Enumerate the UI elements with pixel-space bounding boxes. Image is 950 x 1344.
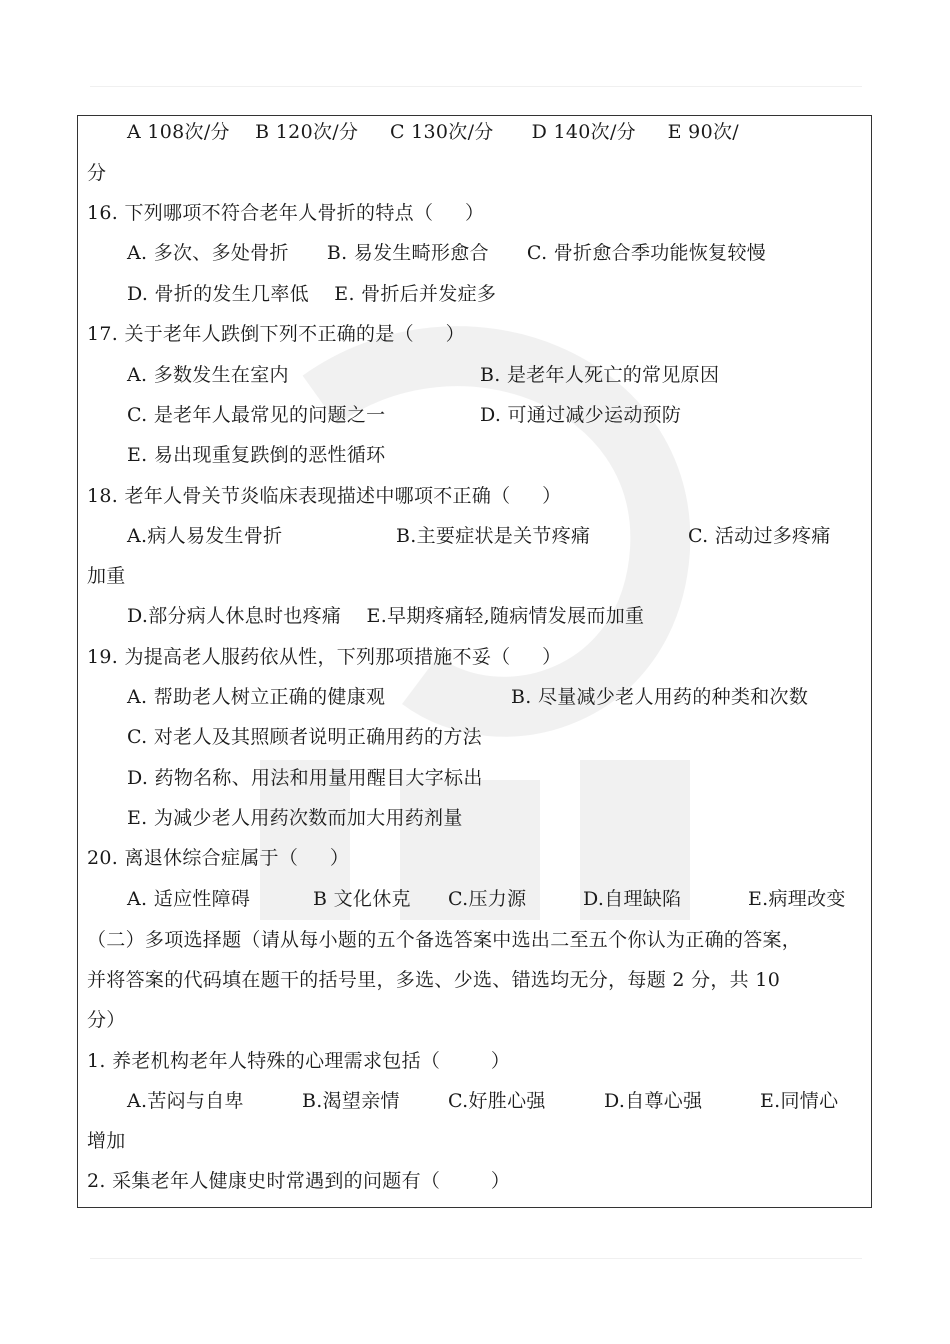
q20-option-d: D.自理缺陷 (583, 888, 682, 910)
mq1-option-e-cont: 增加 (87, 1130, 126, 1152)
mq1-option-a: A.苦闷与自卑 (127, 1090, 244, 1112)
q20-option-b: B 文化休克 (313, 888, 411, 910)
section-instructions-cont: 分） (87, 1009, 126, 1031)
q17-option-c: C. 是老年人最常见的问题之一 (127, 404, 386, 426)
q18-options-de: D.部分病人休息时也疼痛 E.早期疼痛轻,随病情发展而加重 (127, 605, 645, 627)
mq1-option-b: B.渴望亲情 (302, 1090, 400, 1112)
q17-option-d: D. 可通过减少运动预防 (480, 404, 682, 426)
q18-option-b: B.主要症状是关节疼痛 (396, 525, 591, 547)
q19-stem: 19. 为提高老人服药依从性，下列那项措施不妥（ ） (87, 646, 562, 668)
mq1-stem: 1. 养老机构老年人特殊的心理需求包括（ ） (87, 1050, 511, 1072)
q17-stem: 17. 关于老年人跌倒下列不正确的是（ ） (87, 323, 465, 345)
section-heading: （二）多项选择题（请从每小题的五个备选答案中选出二至五个你认为正确的答案， (87, 929, 802, 951)
q19-option-a: A. 帮助老人树立正确的健康观 (127, 686, 386, 708)
q17-option-b: B. 是老年人死亡的常见原因 (480, 364, 720, 386)
section-instructions: 并将答案的代码填在题干的括号里，多选、少选、错选均无分，每题 2 分，共 10 (87, 969, 781, 991)
q18-option-c-cont: 加重 (87, 565, 126, 587)
footer-rule (90, 1258, 862, 1259)
q15-options-cont: 分 (87, 162, 107, 184)
q15-options: A 108次/分 B 120次/分 C 130次/分 D 140次/分 E 90次/ (127, 121, 739, 143)
q18-stem: 18. 老年人骨关节炎临床表现描述中哪项不正确（ ） (87, 485, 562, 507)
q16-options-1: A. 多次、多处骨折 B. 易发生畸形愈合 C. 骨折愈合季功能恢复较慢 (127, 242, 767, 264)
q19-option-c: C. 对老人及其照顾者说明正确用药的方法 (127, 726, 482, 748)
q16-stem: 16. 下列哪项不符合老年人骨折的特点（ ） (87, 202, 485, 224)
mq2-stem: 2. 采集老年人健康史时常遇到的问题有（ ） (87, 1170, 511, 1192)
q19-option-d: D. 药物名称、用法和用量用醒目大字标出 (127, 767, 483, 789)
q19-option-e: E. 为减少老人用药次数而加大用药剂量 (127, 807, 463, 829)
q16-options-2: D. 骨折的发生几率低 E. 骨折后并发症多 (127, 283, 497, 305)
mq1-option-c: C.好胜心强 (448, 1090, 546, 1112)
q20-option-a: A. 适应性障碍 (127, 888, 251, 910)
q20-option-c: C.压力源 (448, 888, 527, 910)
header-rule (90, 86, 862, 87)
q17-option-a: A. 多数发生在室内 (127, 364, 289, 386)
q18-option-c: C. 活动过多疼痛 (688, 525, 831, 547)
q20-option-e: E.病理改变 (748, 888, 846, 910)
mq1-option-e: E.同情心 (760, 1090, 839, 1112)
mq1-option-d: D.自尊心强 (604, 1090, 703, 1112)
q17-option-e: E. 易出现重复跌倒的恶性循环 (127, 444, 386, 466)
q20-stem: 20. 离退休综合症属于（ ） (87, 847, 350, 869)
q18-option-a: A.病人易发生骨折 (127, 525, 283, 547)
q19-option-b: B. 尽量减少老人用药的种类和次数 (511, 686, 809, 708)
